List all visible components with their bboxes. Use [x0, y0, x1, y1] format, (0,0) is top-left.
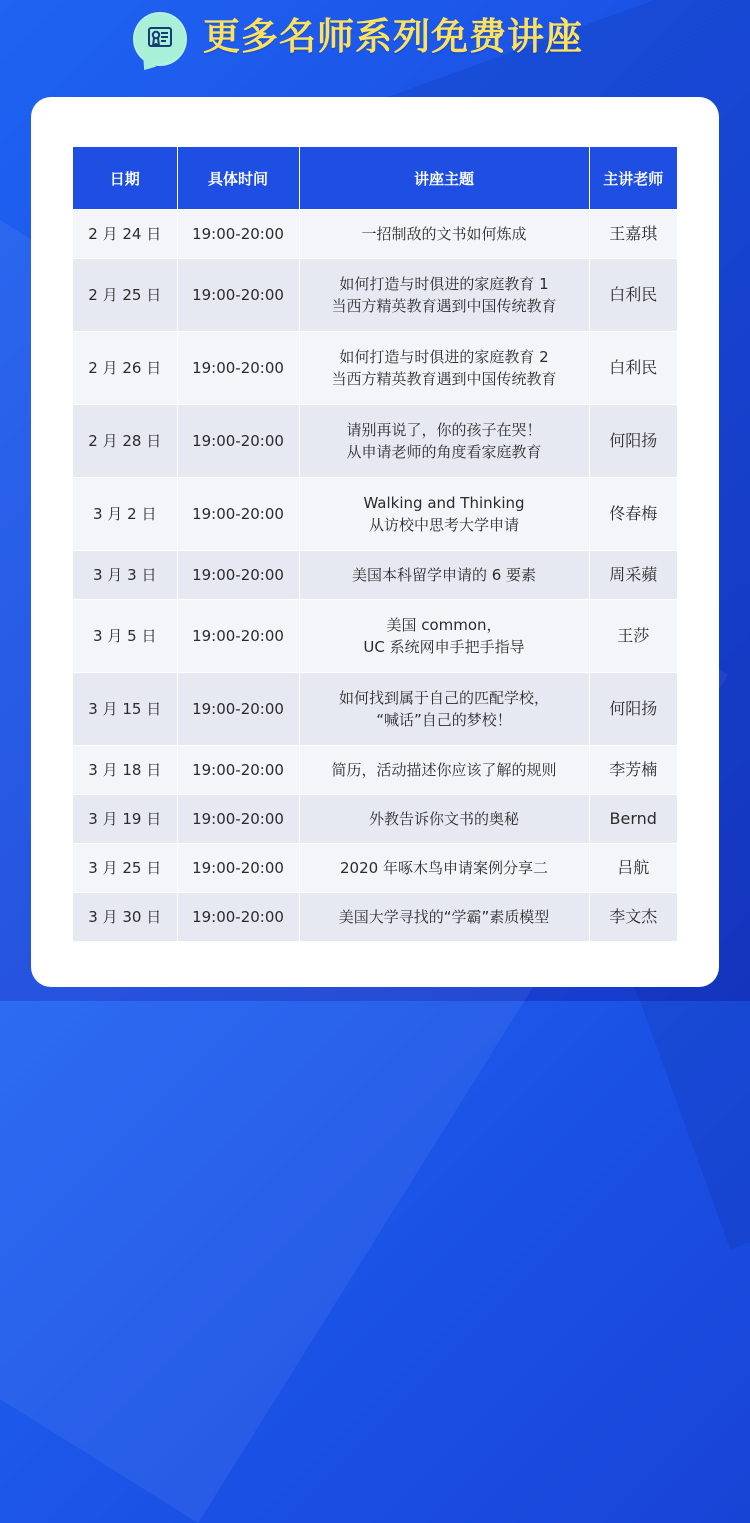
- table-row: [73, 893, 677, 942]
- table-row: [73, 332, 677, 405]
- teacher-cell: 白利民: [589, 332, 677, 405]
- date-cell: 3 月 15 日: [73, 673, 177, 746]
- date-cell: 3 月 18 日: [73, 746, 177, 795]
- topic-line: 2020 年啄木鸟申请案例分享二: [340, 859, 548, 877]
- date-cell: 2 月 26 日: [73, 332, 177, 405]
- topic-cell: [299, 746, 589, 795]
- teacher-cell: 佟春梅: [589, 478, 677, 551]
- topic-cell: [299, 673, 589, 746]
- topic-cell: [299, 478, 589, 551]
- time-cell: 19:00-20:00: [177, 259, 299, 332]
- header: [0, 0, 750, 90]
- date-cell: 2 月 25 日: [73, 259, 177, 332]
- column-header-topic: 讲座主题: [299, 147, 589, 210]
- table-header-row: [73, 147, 677, 210]
- topic-line: 美国本科留学申请的 6 要素: [351, 566, 537, 584]
- teacher-cell: 李文杰: [589, 893, 677, 942]
- topic-line: 简历，活动描述你应该了解的规则: [331, 761, 557, 779]
- teacher-cell: 王莎: [589, 600, 677, 673]
- column-header-time: 具体时间: [177, 147, 299, 210]
- topic-line: 如何打造与时俱进的家庭教育 2: [339, 348, 549, 366]
- teacher-cell: 李芳楠: [589, 746, 677, 795]
- topic-line: Walking and Thinking: [363, 494, 525, 512]
- table-row: [73, 405, 677, 478]
- table-row: [73, 478, 677, 551]
- date-cell: 3 月 2 日: [73, 478, 177, 551]
- time-cell: 19:00-20:00: [177, 673, 299, 746]
- topic-line: 从申请老师的角度看家庭教育: [346, 443, 542, 461]
- time-cell: 19:00-20:00: [177, 746, 299, 795]
- topic-line: 外教告诉你文书的奥秘: [368, 810, 519, 828]
- teacher-cell: 白利民: [589, 259, 677, 332]
- table-row: [73, 795, 677, 844]
- topic-cell: [299, 600, 589, 673]
- time-cell: 19:00-20:00: [177, 795, 299, 844]
- date-cell: 3 月 25 日: [73, 844, 177, 893]
- topic-cell: [299, 844, 589, 893]
- teacher-cell: Bernd: [589, 795, 677, 844]
- date-cell: 2 月 28 日: [73, 405, 177, 478]
- teacher-cell: 吕航: [589, 844, 677, 893]
- topic-line: 一招制敌的文书如何炼成: [361, 225, 527, 243]
- topic-cell: [299, 551, 589, 600]
- time-cell: 19:00-20:00: [177, 893, 299, 942]
- topic-line: 美国大学寻找的“学霸”素质模型: [338, 908, 550, 926]
- time-cell: 19:00-20:00: [177, 551, 299, 600]
- topic-line: “喊话”自己的梦校！: [376, 711, 512, 729]
- date-cell: 3 月 19 日: [73, 795, 177, 844]
- certificate-icon-svg: [145, 24, 175, 54]
- topic-line: 美国 common，: [386, 616, 502, 634]
- date-cell: 2 月 24 日: [73, 210, 177, 259]
- table-row: [73, 259, 677, 332]
- schedule-card: [31, 97, 719, 987]
- time-cell: 19:00-20:00: [177, 210, 299, 259]
- teacher-cell: 王嘉琪: [589, 210, 677, 259]
- schedule-table: [73, 147, 677, 941]
- page-title: 更多名师系列免费讲座: [203, 15, 583, 58]
- topic-cell: [299, 795, 589, 844]
- time-cell: 19:00-20:00: [177, 600, 299, 673]
- table-row: [73, 746, 677, 795]
- topic-line: 当西方精英教育遇到中国传统教育: [331, 297, 557, 315]
- topic-cell: [299, 210, 589, 259]
- date-cell: 3 月 5 日: [73, 600, 177, 673]
- time-cell: 19:00-20:00: [177, 478, 299, 551]
- topic-line: 如何打造与时俱进的家庭教育 1: [339, 275, 549, 293]
- certificate-icon: [133, 12, 187, 66]
- column-header-date: 日期: [73, 147, 177, 210]
- table-row: [73, 844, 677, 893]
- date-cell: 3 月 3 日: [73, 551, 177, 600]
- topic-line: 从访校中思考大学申请: [368, 516, 519, 534]
- topic-cell: [299, 893, 589, 942]
- date-cell: 3 月 30 日: [73, 893, 177, 942]
- table-row: [73, 551, 677, 600]
- topic-cell: [299, 405, 589, 478]
- topic-line: 请别再说了，你的孩子在哭！: [346, 421, 542, 439]
- teacher-cell: 何阳扬: [589, 405, 677, 478]
- time-cell: 19:00-20:00: [177, 405, 299, 478]
- topic-line: 如何找到属于自己的匹配学校，: [338, 689, 549, 707]
- table-row: [73, 673, 677, 746]
- column-header-teacher: 主讲老师: [589, 147, 677, 210]
- topic-cell: [299, 259, 589, 332]
- table-row: [73, 210, 677, 259]
- teacher-cell: 何阳扬: [589, 673, 677, 746]
- topic-cell: [299, 332, 589, 405]
- table-row: [73, 600, 677, 673]
- time-cell: 19:00-20:00: [177, 332, 299, 405]
- topic-line: UC 系统网申手把手指导: [363, 638, 525, 656]
- teacher-cell: 周采蘋: [589, 551, 677, 600]
- time-cell: 19:00-20:00: [177, 844, 299, 893]
- topic-line: 当西方精英教育遇到中国传统教育: [331, 370, 557, 388]
